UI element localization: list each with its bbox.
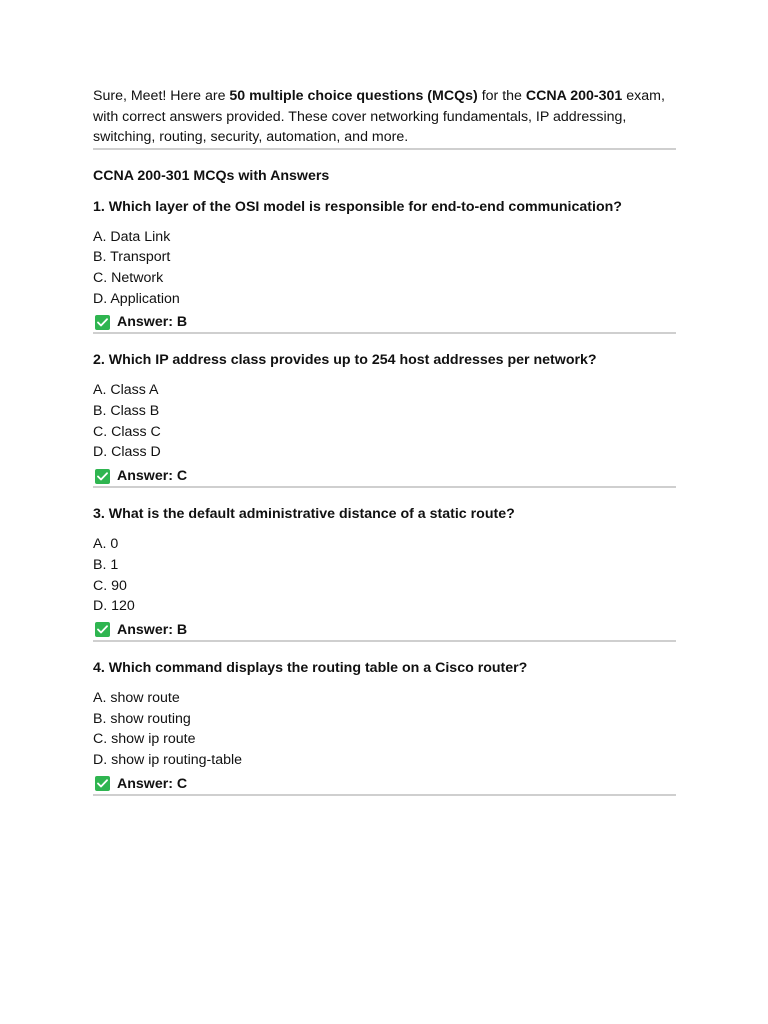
intro-bold-exam: CCNA 200-301 [525,88,623,104]
option-a: A. show route [93,689,180,706]
intro-divider [93,148,676,150]
check-mark-icon [95,315,110,330]
question-block-3 [93,504,676,640]
option-d: D. 120 [93,598,135,615]
answer-line [93,312,676,332]
option-a: A. Class A [93,382,159,399]
option-list [93,227,676,310]
question-block-4 [93,658,676,794]
option-c: C. show ip route [93,731,196,748]
answer-line [93,620,676,640]
option-list [93,688,676,771]
check-mark-icon [95,469,110,484]
question-block-1 [93,197,676,333]
question-divider [93,486,676,488]
check-mark-icon [95,776,110,791]
answer-line [93,466,676,486]
option-c: C. 90 [93,577,127,594]
question-divider [93,640,676,642]
question-text: 4. Which command displays the routing table on a Cisco router? [93,659,528,676]
intro-text-2: for the [477,88,526,104]
intro-paragraph [93,86,676,148]
option-b: B. show routing [93,710,191,727]
answer-text: Answer: C [117,468,188,485]
option-c: C. Class C [93,423,161,440]
option-d: D. Application [93,290,180,307]
option-d: D. show ip routing-table [93,752,243,769]
intro-bold-mcqs: 50 multiple choice questions (MCQs) [229,88,478,104]
answer-line [93,774,676,794]
check-mark-icon [95,622,110,637]
question-text: 1. Which layer of the OSI model is responsible for end-to-end communication? [93,198,622,215]
question-divider [93,332,676,334]
question-text: 2. Which IP address class provides up to 254 host addresses per network? [93,352,597,369]
answer-text: Answer: B [117,621,188,638]
option-list [93,380,676,463]
option-b: B. Class B [93,403,160,420]
option-c: C. Network [93,269,164,286]
option-d: D. Class D [93,444,161,461]
option-a: A. 0 [93,536,119,553]
option-b: B. 1 [93,556,119,573]
section-title: CCNA 200-301 MCQs with Answers [93,167,330,184]
option-list [93,534,676,617]
document-page [93,86,676,796]
intro-text-1: Sure, Meet! Here are [93,88,230,104]
question-text: 3. What is the default administrative distance of a static route? [93,506,515,523]
question-block-2 [93,350,676,486]
answer-text: Answer: C [117,775,188,792]
intro-text-3: exam, with correct answers provided. These cover networking fundamentals, IP addressing, switching, routing, security, automation, and more. [93,88,665,145]
question-divider [93,794,676,796]
option-b: B. Transport [93,249,171,266]
answer-text: Answer: B [117,314,188,331]
option-a: A. Data Link [93,228,171,245]
